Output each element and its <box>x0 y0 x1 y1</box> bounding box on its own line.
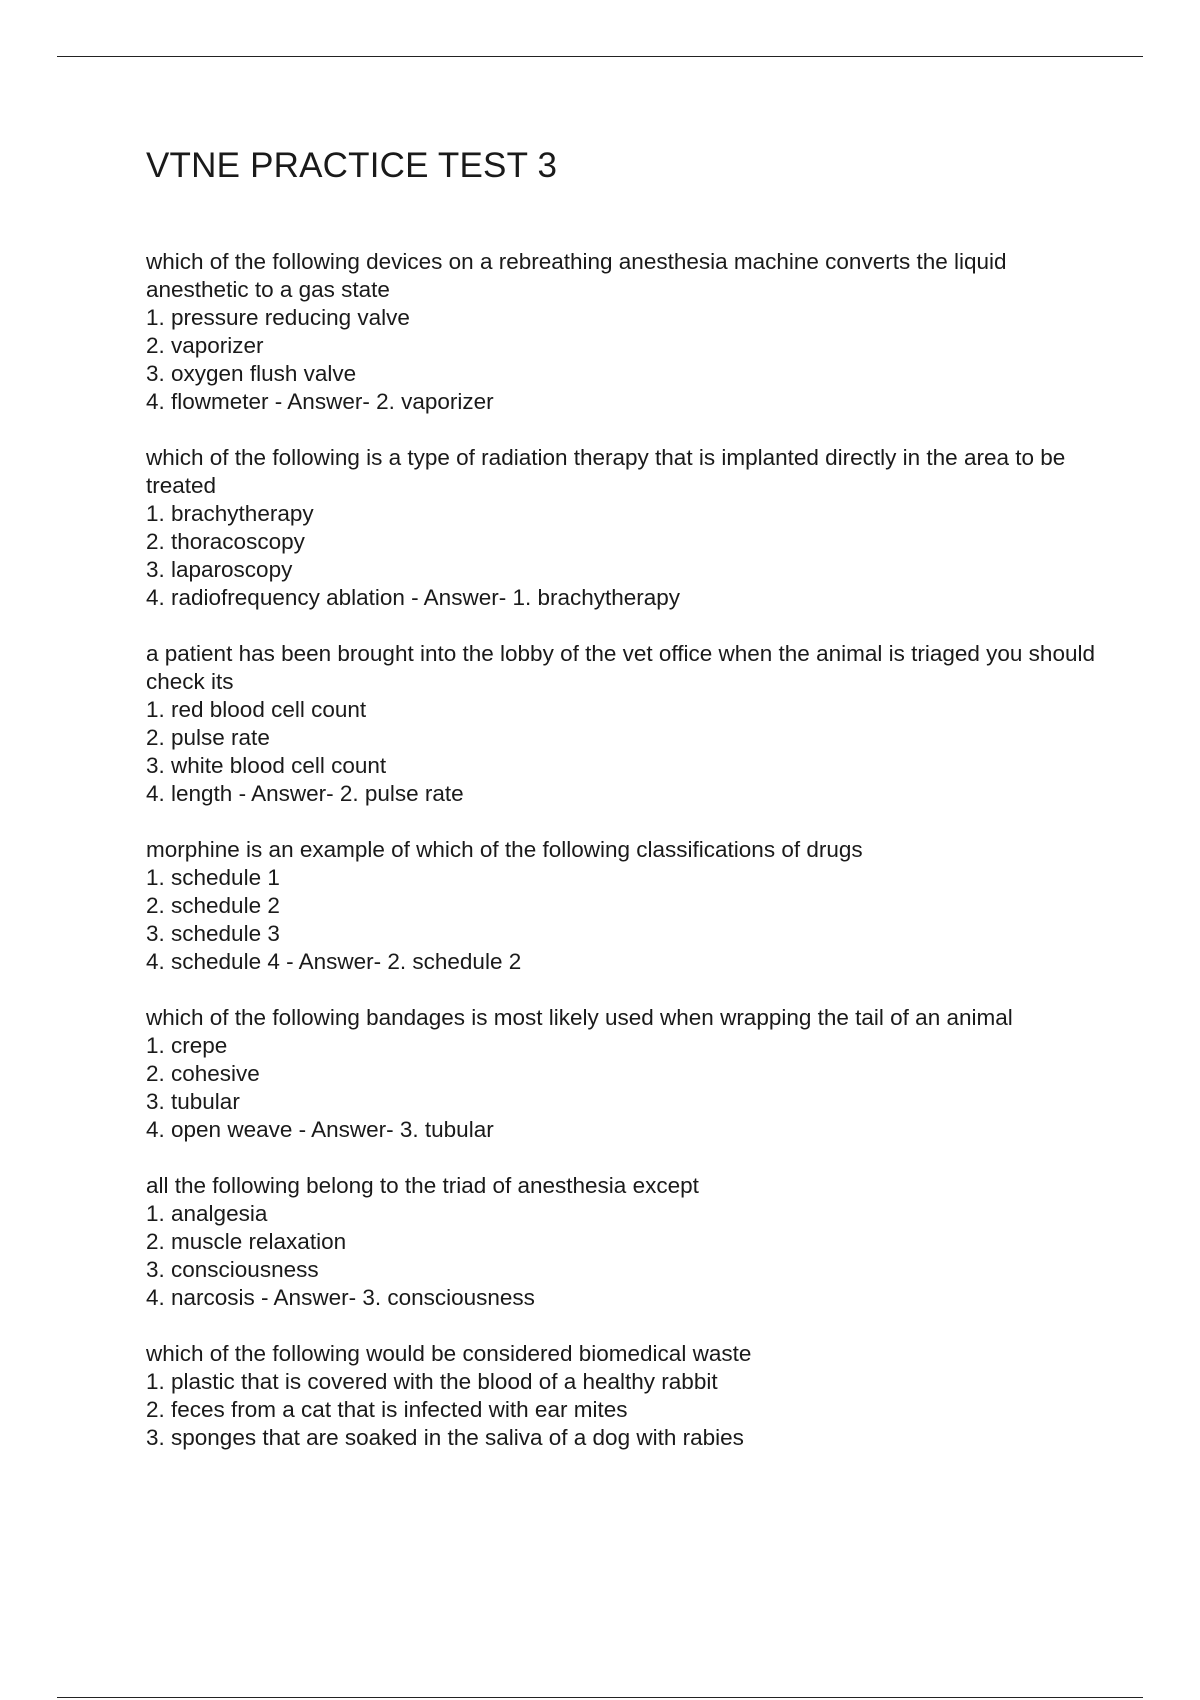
question-block <box>146 1340 1096 1452</box>
option-item-with-answer: 4. radiofrequency ablation - Answer- 1. brachytherapy <box>146 585 681 610</box>
option-item: 3. oxygen flush valve <box>146 361 357 386</box>
option-item: 1. analgesia <box>146 1201 268 1226</box>
option-item-with-answer: 4. narcosis - Answer- 3. consciousness <box>146 1285 535 1310</box>
question-text: all the following belong to the triad of anesthesia except <box>146 1173 699 1198</box>
option-item: 3. white blood cell count <box>146 753 387 778</box>
option-item: 3. tubular <box>146 1089 240 1114</box>
option-item: 3. consciousness <box>146 1257 319 1282</box>
option-item-with-answer: 4. open weave - Answer- 3. tubular <box>146 1117 494 1142</box>
option-item: 2. pulse rate <box>146 725 270 750</box>
option-item: 3. laparoscopy <box>146 557 293 582</box>
top-divider <box>57 56 1143 57</box>
question-text: which of the following is a type of radiation therapy that is implanted directly in the area to be treated <box>146 445 1066 498</box>
option-item: 2. muscle relaxation <box>146 1229 347 1254</box>
option-item: 1. brachytherapy <box>146 501 314 526</box>
option-item-with-answer: 4. length - Answer- 2. pulse rate <box>146 781 464 806</box>
option-list <box>146 304 1096 416</box>
option-item-with-answer: 4. schedule 4 - Answer- 2. schedule 2 <box>146 949 522 974</box>
option-list <box>146 1368 1096 1452</box>
question-block <box>146 640 1096 808</box>
option-list <box>146 500 1096 612</box>
question-block <box>146 1172 1096 1312</box>
option-item-with-answer: 4. flowmeter - Answer- 2. vaporizer <box>146 389 494 414</box>
question-block <box>146 1004 1096 1144</box>
option-item: 3. sponges that are soaked in the saliva of a dog with rabies <box>146 1425 744 1450</box>
option-item: 2. cohesive <box>146 1061 260 1086</box>
question-text: which of the following devices on a rebreathing anesthesia machine converts the liquid anesthetic to a gas state <box>146 249 1007 302</box>
option-item: 1. pressure reducing valve <box>146 305 410 330</box>
option-item: 3. schedule 3 <box>146 921 280 946</box>
option-item: 2. vaporizer <box>146 333 264 358</box>
option-list <box>146 1200 1096 1312</box>
document-body <box>146 140 1096 1480</box>
option-list <box>146 1032 1096 1144</box>
question-text: a patient has been brought into the lobby of the vet office when the animal is triaged you should check its <box>146 641 1095 694</box>
option-list <box>146 696 1096 808</box>
option-item: 1. crepe <box>146 1033 228 1058</box>
bottom-divider <box>57 1697 1143 1698</box>
question-block <box>146 836 1096 976</box>
option-list <box>146 864 1096 976</box>
page-title: VTNE PRACTICE TEST 3 <box>146 146 558 185</box>
option-item: 1. plastic that is covered with the blood of a healthy rabbit <box>146 1369 718 1394</box>
option-item: 1. red blood cell count <box>146 697 367 722</box>
question-block <box>146 444 1096 612</box>
question-text: which of the following bandages is most likely used when wrapping the tail of an animal <box>146 1005 1013 1030</box>
question-block <box>146 248 1096 416</box>
question-text: which of the following would be considered biomedical waste <box>146 1341 752 1366</box>
question-text: morphine is an example of which of the following classifications of drugs <box>146 837 863 862</box>
option-item: 2. feces from a cat that is infected with ear mites <box>146 1397 628 1422</box>
option-item: 1. schedule 1 <box>146 865 280 890</box>
option-item: 2. schedule 2 <box>146 893 280 918</box>
option-item: 2. thoracoscopy <box>146 529 305 554</box>
